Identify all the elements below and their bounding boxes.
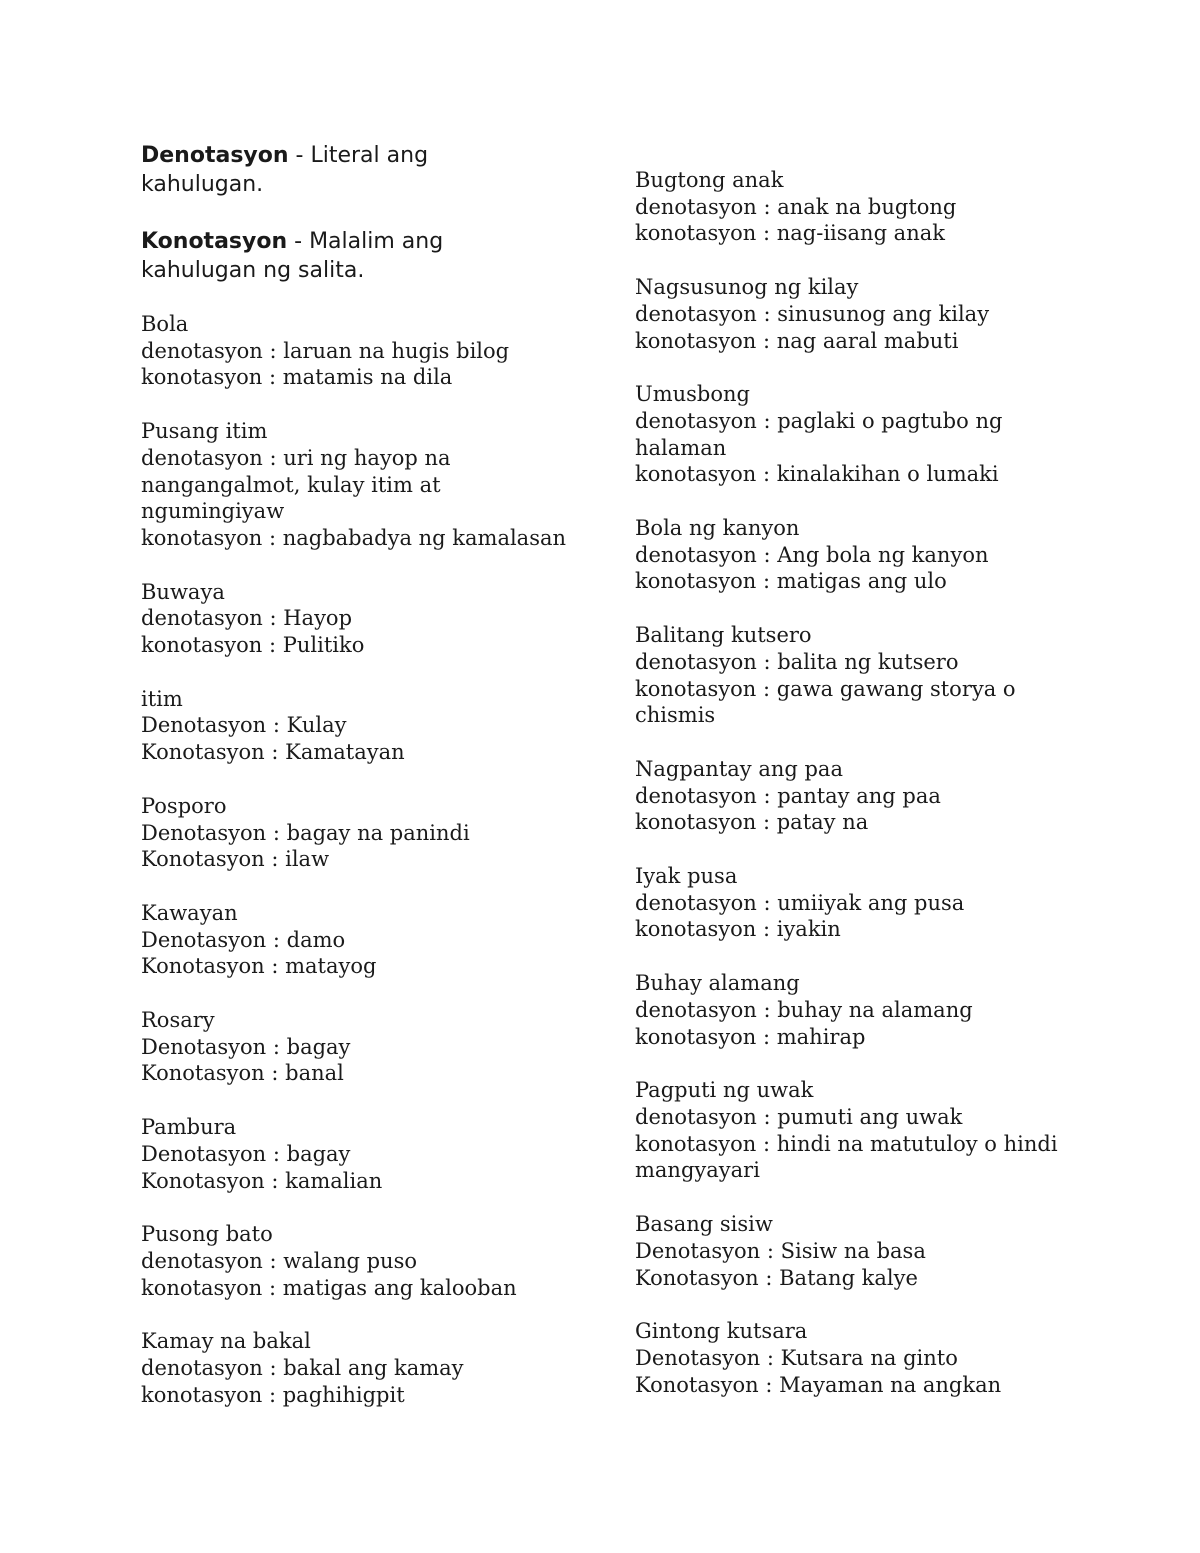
entry-denotation: denotasyon : anak na bugtong [635, 194, 957, 219]
entry-connotation: Konotasyon : Kamatayan [141, 740, 405, 765]
entry-word: Nagsusunog ng kilay [635, 275, 859, 300]
entry [141, 1114, 591, 1194]
entry-connotation: konotasyon : gawa gawang storya o chismis [635, 676, 1016, 728]
entry-word: Posporo [141, 793, 227, 818]
entry-word: Nagpantay ang paa [635, 756, 843, 781]
entry-connotation: konotasyon : hindi na matutuloy o hindi mangyayari [635, 1131, 1058, 1183]
definition-term: Denotasyon [141, 143, 289, 168]
entry-word: Pagputi ng uwak [635, 1078, 814, 1103]
definition-text: Malalim ang kahulugan ng salita. [141, 229, 444, 283]
entry-word: Bugtong anak [635, 168, 784, 192]
entry-denotation: denotasyon : sinusunog ang kilay [635, 301, 990, 326]
definition-separator: - [288, 143, 311, 168]
entry-connotation: konotasyon : matigas ang ulo [635, 569, 947, 594]
entry-connotation: konotasyon : matamis na dila [141, 365, 453, 390]
entry [635, 1077, 1085, 1184]
entry-connotation: konotasyon : matigas ang kalooban [141, 1275, 517, 1300]
entry-connotation: Konotasyon : Mayaman na angkan [635, 1372, 1002, 1397]
entry-connotation: Konotasyon : Batang kalye [635, 1265, 918, 1290]
entry [635, 167, 1085, 247]
entry-connotation: Konotasyon : matayog [141, 954, 377, 979]
entry-connotation: Konotasyon : kamalian [141, 1168, 383, 1193]
entry-denotation: denotasyon : uri ng hayop na nangangalmot, kulay itim at ngumingiyaw [141, 445, 451, 524]
definitions [141, 142, 491, 314]
entry-word: Pambura [141, 1115, 237, 1140]
entry-connotation: konotasyon : mahirap [635, 1024, 866, 1049]
entry [635, 274, 1085, 354]
definition-denotasyon [141, 142, 491, 199]
entry-word: Gintong kutsara [635, 1319, 808, 1344]
entry [141, 793, 591, 873]
entry-denotation: Denotasyon : bagay na panindi [141, 820, 470, 845]
entry [141, 1328, 591, 1408]
entry [635, 515, 1085, 595]
entry-word: Kawayan [141, 900, 238, 925]
entry-word: Umusbong [635, 382, 750, 407]
entry-word: Kamay na bakal [141, 1329, 311, 1354]
definition-text: Literal ang kahulugan. [141, 143, 429, 197]
definition-konotasyon [141, 228, 491, 285]
entry-word: Buhay alamang [635, 971, 800, 996]
entry-word: Balitang kutsero [635, 623, 812, 648]
entry-word: Basang sisiw [635, 1212, 773, 1237]
entry-denotation: Denotasyon : Kutsara na ginto [635, 1345, 958, 1370]
entry-word: Buwaya [141, 579, 225, 604]
right-entry-list [635, 167, 1085, 1425]
entry [141, 418, 591, 552]
entry [635, 1211, 1085, 1291]
entry-word: Pusong bato [141, 1222, 273, 1247]
entry-word: Bola ng kanyon [635, 516, 800, 541]
entry [141, 900, 591, 980]
left-entry-list [141, 311, 591, 1436]
entry-denotation: denotasyon : walang puso [141, 1248, 417, 1273]
entry-connotation: konotasyon : paghihigpit [141, 1382, 405, 1407]
entry [141, 1221, 591, 1301]
entry [141, 1007, 591, 1087]
entry-denotation: Denotasyon : bagay [141, 1141, 351, 1166]
entry-denotation: denotasyon : umiiyak ang pusa [635, 890, 965, 915]
entry-denotation: Denotasyon : Kulay [141, 713, 347, 738]
entry [141, 579, 591, 659]
definition-term: Konotasyon [141, 229, 288, 254]
entry [635, 756, 1085, 836]
entry-denotation: denotasyon : laruan na hugis bilog [141, 338, 510, 363]
entry-denotation: denotasyon : buhay na alamang [635, 997, 973, 1022]
entry-connotation: konotasyon : patay na [635, 810, 869, 835]
definition-separator: - [287, 229, 310, 254]
entry-denotation: denotasyon : Hayop [141, 606, 353, 631]
entry-denotation: Denotasyon : damo [141, 927, 346, 952]
entry [141, 686, 591, 766]
entry-word: Bola [141, 312, 189, 336]
entry-denotation: denotasyon : pantay ang paa [635, 783, 941, 808]
entry [635, 622, 1085, 729]
entry-denotation: denotasyon : paglaki o pagtubo ng halaman [635, 408, 1003, 460]
entry-denotation: denotasyon : pumuti ang uwak [635, 1104, 963, 1129]
entry [635, 970, 1085, 1050]
entry-denotation: Denotasyon : bagay [141, 1034, 351, 1059]
entry [635, 381, 1085, 488]
entry-connotation: konotasyon : nag aaral mabuti [635, 328, 959, 353]
entry-connotation: konotasyon : nagbabadya ng kamalasan [141, 525, 567, 550]
entry-connotation: Konotasyon : ilaw [141, 847, 330, 872]
entry-denotation: denotasyon : Ang bola ng kanyon [635, 542, 989, 567]
entry-word: itim [141, 686, 183, 711]
entry-word: Pusang itim [141, 419, 268, 444]
entry-word: Iyak pusa [635, 864, 738, 889]
entry-denotation: Denotasyon : Sisiw na basa [635, 1238, 926, 1263]
entry-connotation: konotasyon : kinalakihan o lumaki [635, 462, 999, 487]
entry-connotation: konotasyon : iyakin [635, 917, 841, 942]
entry-denotation: denotasyon : balita ng kutsero [635, 649, 959, 674]
entry [635, 1318, 1085, 1398]
entry-word: Rosary [141, 1008, 215, 1033]
entry-connotation: konotasyon : nag-iisang anak [635, 221, 945, 246]
entry [635, 863, 1085, 943]
entry-denotation: denotasyon : bakal ang kamay [141, 1356, 464, 1381]
entry [141, 311, 591, 391]
entry-connotation: konotasyon : Pulitiko [141, 633, 365, 658]
entry-connotation: Konotasyon : banal [141, 1061, 344, 1086]
